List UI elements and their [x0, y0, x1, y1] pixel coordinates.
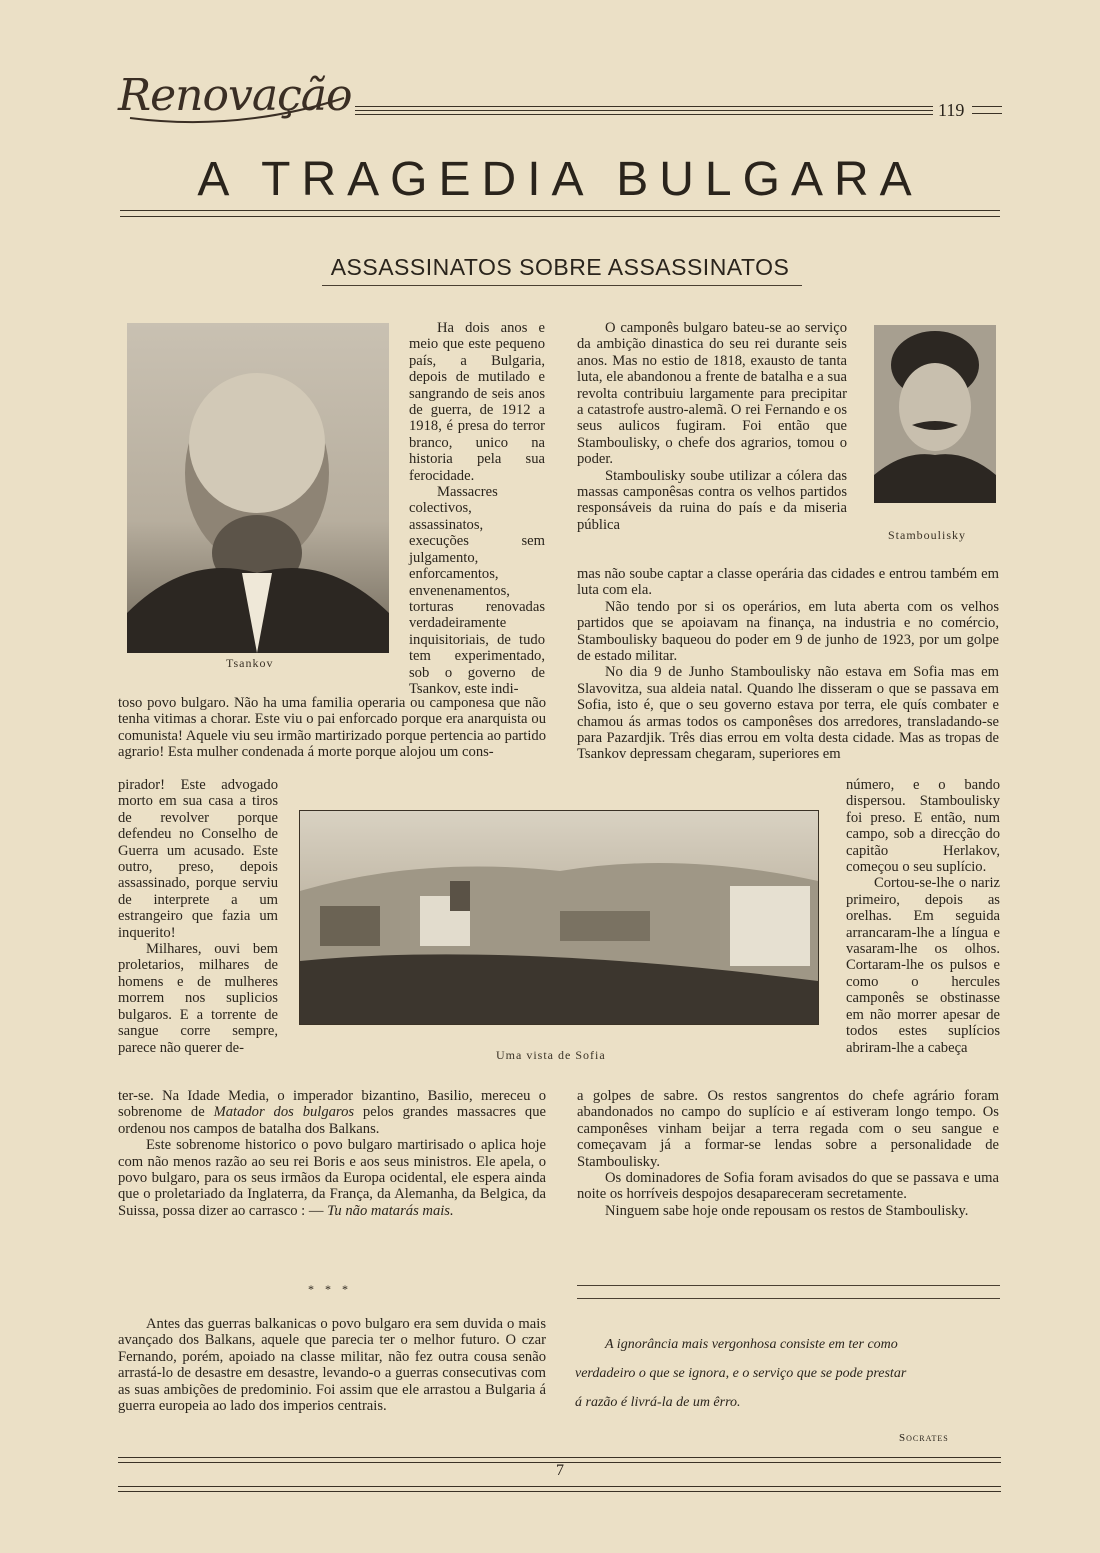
paragraph: Ha dois anos e meio que este pequeno país, a Bulgaria, depois de mutilado e sangrando de seis anos de guerra, de 1912 a 1918, é presa do terror branco, unico na historia pela sua ferocidade.	[409, 320, 545, 484]
quote-author: Socrates	[899, 1432, 949, 1444]
stamboulisky-portrait	[874, 325, 996, 503]
tsankov-portrait	[127, 323, 389, 653]
paragraph: No dia 9 de Junho Stamboulisky não estava em Sofia mas em Slavovitza, sua aldeia natal. Quando lhe disseram o que se passava em Sofia, isto é, que o seu governo estava por terra, ele quís combater e chamou ás armas todos os camponêses dos arredores, transladando-se para Pazardjik. Três dias errou em volta desta cidade. Mas as tropas de Tsankov depressam chegaram, superiores em	[577, 664, 999, 763]
sofia-caption: Uma vista de Sofia	[496, 1048, 606, 1062]
portrait-figure	[127, 323, 389, 653]
quote-line: á razão é livrá-la de um êrro.	[575, 1395, 741, 1410]
right-col-beside-sofia	[846, 777, 1000, 1056]
footer-page-number: 7	[556, 1462, 564, 1479]
magazine-logo	[118, 68, 352, 128]
right-col-beside-photo	[577, 320, 847, 533]
paragraph: Milhares, ouvi bem proletarios, milhares de homens e de mulheres morrem nos suplicios bulgaros. E a torrente de sangue corre sempre, parece não querer de-	[118, 941, 278, 1056]
paragraph: Não tendo por si os operários, em luta aberta com os velhos partidos que se apoiavam na finança, na industria e no comércio, Stamboulisky baqueou do poder em 9 de junho de 1923, por um golpe de estado militar.	[577, 598, 999, 665]
paragraph: número, e o bando dispersou. Stamboulisky foi preso. E então, num campo, sob a direcção do capitão Herlakov, começou o seu suplício.	[846, 777, 1000, 876]
paragraph: Este sobrenome historico o povo bulgaro martirisado o aplica hoje com não menos razão ao seu rei Boris e aos seus ministros. Ele apela, o povo bulgaro, para os seus irmãos da Europa ocidental, ele espera ainda que o proletariado da Inglaterra, da França, da Alemanha, da Belgica, da Suissa, possa dizer ao carrasco : — Tu não matarás mais.	[118, 1137, 546, 1219]
magazine-logo-text: Renovação	[118, 70, 352, 121]
asterism: * * *	[308, 1282, 352, 1296]
right-col-full-1	[577, 566, 999, 763]
paragraph: Stamboulisky soube utilizar a cólera das massas camponêsas contra os velhos partidos responsáveis da ruina do país e da miseria pública	[577, 467, 847, 533]
quote-block	[575, 1330, 1003, 1417]
title-rule	[120, 210, 1000, 217]
paragraph: Massacres colectivos, assassinatos, execuções sem julgamento, enforcamentos, envenenamentos, torturas renovadas verdadeiramente inquisitoriais, de tudo tem experimentado, sob o governo de Tsankov, este indi-	[409, 484, 545, 697]
article-subtitle: ASSASSINATOS SOBRE ASSASSINATOS	[330, 254, 790, 280]
header-rule	[355, 104, 933, 118]
paragraph: Ninguem sabe hoje onde repousam os restos de Stamboulisky.	[605, 1202, 969, 1219]
paragraph: mas não soube captar a classe operária das cidades e entrou também em luta com ela.	[577, 566, 999, 599]
paragraph: Os dominadores de Sofia foram avisados do que se passava e uma noite os horríveis despojos desapareceram secretamente.	[577, 1170, 999, 1203]
tsankov-caption: Tsankov	[226, 656, 274, 670]
right-col-full-2	[577, 1088, 999, 1219]
quote-top-rule	[577, 1285, 1000, 1286]
left-col-full-2	[118, 1088, 546, 1219]
header-rule-end	[972, 106, 1002, 116]
article-title: A TRAGEDIA BULGARA	[197, 153, 923, 206]
paragraph: pirador! Este advogado morto em sua casa a tiros de revolver porque defendeu no Conselho de Guerra um acusado. Este outro, preso, depois assassinado, porque serviu de interprete a um estrangeiro que fazia um inquerito!	[118, 777, 278, 941]
paragraph: O camponês bulgaro bateu-se ao serviço da ambição dinastica do seu rei durante seis anos. Mas no estio de 1818, exausto de tanta luta, ele abandonou a frente de batalha e a sua revolta contribuiu largamente para precipitar a catastrofe austro-alemã. O rei Fernando e os seus aulicos fugiram. Foi então que Stamboulisky, o chefe dos agrarios, tomou o poder.	[577, 320, 847, 468]
left-col-beside-photo	[409, 320, 545, 697]
quote-top-rule	[577, 1298, 1000, 1299]
quote-line: A ignorância mais vergonhosa consiste em ter como	[605, 1337, 898, 1352]
city-panorama	[300, 811, 818, 1024]
footer-rule-bottom	[118, 1486, 1001, 1492]
left-col-beside-sofia	[118, 777, 278, 1056]
stamboulisky-caption: Stamboulisky	[888, 528, 967, 542]
paragraph: Antes das guerras balkanicas o povo bulgaro era sem duvida o mais avançado dos Balkans, aquele que parecia ter o melhor futuro. O czar Fernando, porém, apoiado na classe militar, não fez outra cousa senão arrastá-lo de desastre em desastre, levando-o a guerras consecutivas com as suas ambições de predominio. Foi assim que ele arrastou a Bulgaria á guerra europeia ao lado dos imperios centrais.	[118, 1316, 546, 1415]
paragraph: toso povo bulgaro. Não ha uma familia operaria ou camponesa que não tenha vitimas a chorar. Este viu o pai enforcado porque era anarquista ou comunista! Aquele viu seu irmão martirizado porque pertencia ao partido agrario! Esta mulher condenada á morte porque alojou um cons-	[118, 695, 546, 761]
header-page-number: 119	[938, 100, 965, 120]
paragraph: Cortou-se-lhe o nariz primeiro, depois as orelhas. Em seguida arrancaram-lhe a língua e vasaram-lhe os olhos. Cortaram-lhe os pulsos e como o hercules camponês se obstinasse em não morrer apesar de todos estes suplícios abriram-lhe a cabeça	[846, 875, 1000, 1056]
paragraph: ter-se. Na Idade Media, o imperador bizantino, Basilio, mereceu o sobrenome de Matador dos bulgaros pelos grandes massacres que ordenou nos campos de batalha dos Balkans.	[118, 1088, 546, 1137]
quote-line: verdadeiro o que se ignora, e o serviço que se pode prestar	[575, 1366, 907, 1381]
subtitle-underline	[322, 285, 802, 286]
left-col-bottom	[118, 1316, 546, 1414]
left-col-full-1	[118, 695, 546, 761]
sofia-view-photo	[299, 810, 819, 1025]
logo-swash-icon	[118, 68, 348, 128]
portrait-figure	[874, 325, 996, 503]
paragraph: a golpes de sabre. Os restos sangrentos do chefe agrário foram abandonados no campo do suplício e aí estiveram longo tempo. Os camponêses vinham beijar a terra regada com o seu sangue e começavam já a formar-se lendas sobre a personalidade de Stamboulisky.	[577, 1088, 999, 1170]
